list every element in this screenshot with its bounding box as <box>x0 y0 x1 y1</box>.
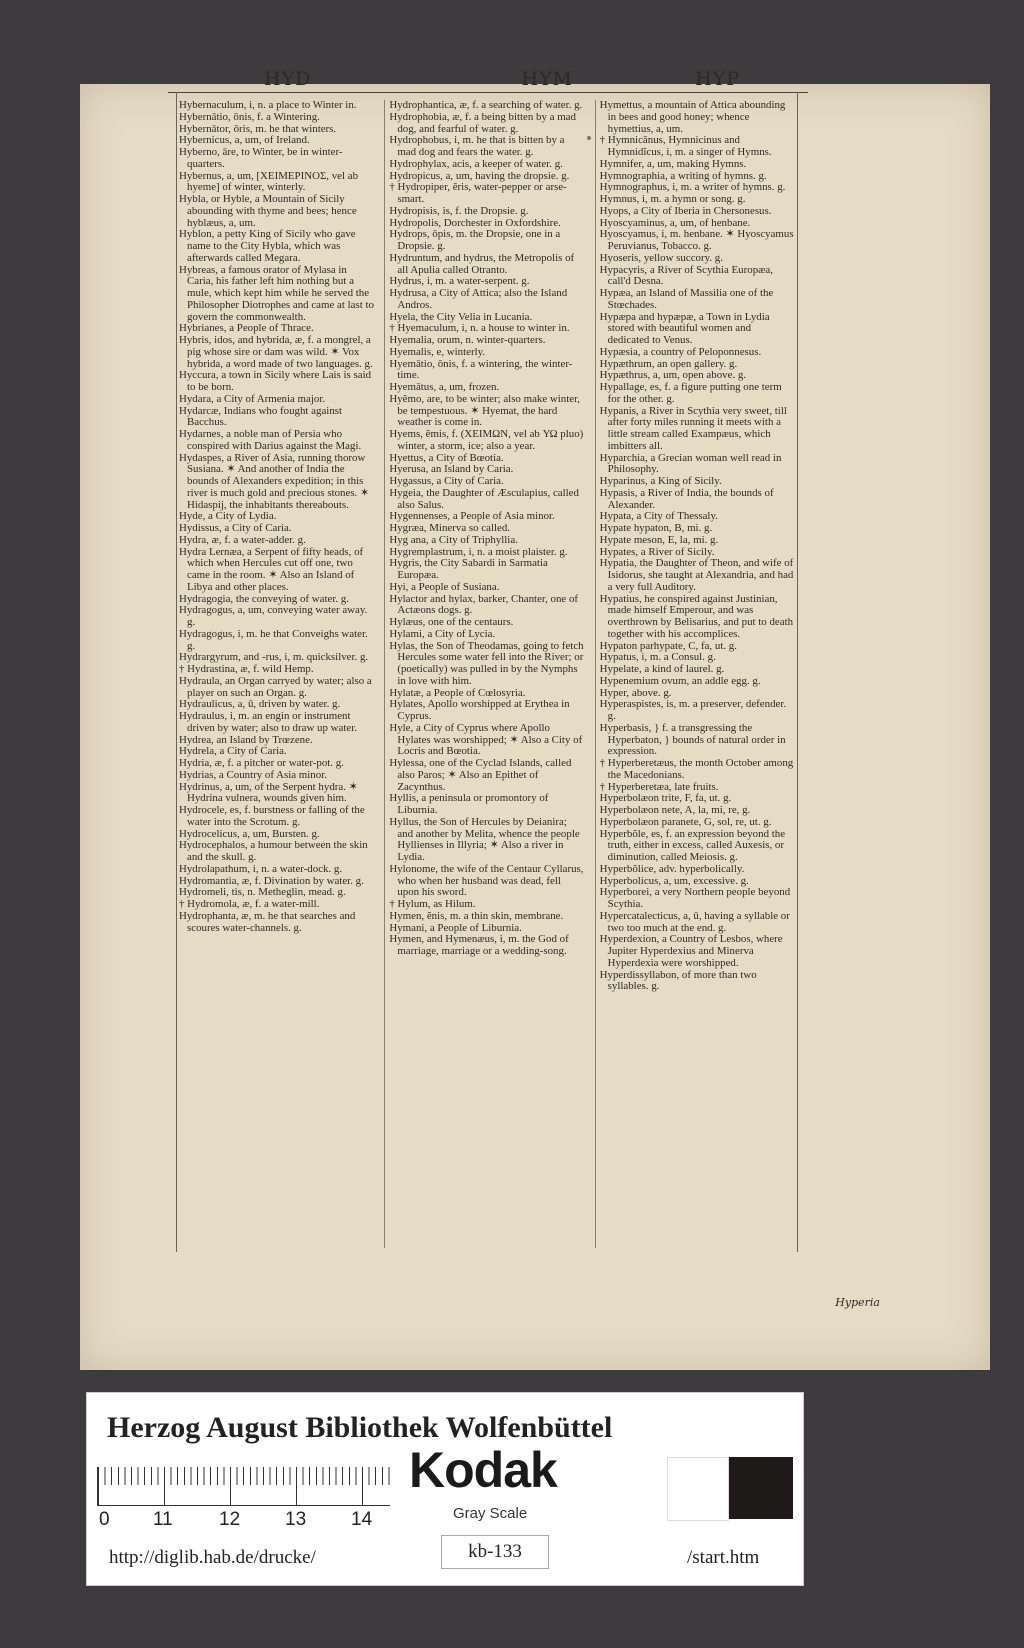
dictionary-entry: Hygremplastrum, i, n. a moist plaister. g. <box>389 545 568 558</box>
dictionary-entry: Hypates, a River of Sicily. <box>599 545 715 558</box>
dictionary-entry: Hymnifer, a, um, making Hymns. <box>599 157 747 170</box>
dictionary-entry: Hyperborei, a very Northern people beyond Scythia. <box>599 886 791 910</box>
library-name: Herzog August Bibliothek Wolfenbüttel <box>107 1411 613 1444</box>
catchword: Hyperia <box>835 1296 880 1309</box>
dictionary-entry: † Hylum, as Hilum. <box>389 898 476 910</box>
dictionary-entry: Hyoseris, yellow succory. g. <box>599 251 723 264</box>
dictionary-entry: Hyperdexion, a Country of Lesbos, where Jupiter Hyperdexius and Minerva Hyperdexia were worshipped. <box>599 933 783 969</box>
dictionary-entry: Hyemātus, a, um, frozen. <box>389 381 500 393</box>
dictionary-entry: Hydrinus, a, um, of the Serpent hydra. ✶ Hydrina vulnera, wounds given him. <box>179 780 358 805</box>
gray-scale-label: Gray Scale <box>453 1505 528 1522</box>
dictionary-entry: Hyems, ĕmis, f. (ΧΕΙΜΩΝ, vel ab ΥΩ pluo) winter, a storm, ice; also a year. <box>389 428 584 452</box>
dictionary-entry: Hydrusa, a City of Attica; also the Island Andros. <box>389 287 568 311</box>
dictionary-entry: Hyllis, a peninsula or promontory of Liburnia. <box>389 792 549 816</box>
column-left <box>179 100 374 1248</box>
dictionary-entry: Hydrea, an Island by Trœzene. <box>179 733 313 746</box>
dictionary-entry: Hymettus, a mountain of Attica abounding in bees and good honey; whence hymettius, a, um. <box>599 100 786 135</box>
dictionary-entry: Hyemalia, orum, n. winter-quarters. <box>389 334 546 346</box>
dictionary-entry: Hymani, a People of Liburnia. <box>389 921 522 934</box>
dictionary-entry: Hyemalis, e, winterly. <box>389 345 486 358</box>
dictionary-entry: Hyoscyamus, i, m. henbane. ✶ Hyoscyamus Peruvianus, Tobacco. g. <box>599 228 794 252</box>
dictionary-entry: Hydria, æ, f. a pitcher or water-pot. g. <box>179 757 344 769</box>
dictionary-entry: Hydropisis, is, f. the Dropsie. g. <box>389 204 529 217</box>
dictionary-entry: Hydromantia, æ, f. Divination by water. g. <box>179 874 364 887</box>
dictionary-entry: † Hyperberetæa, late fruits. <box>599 780 719 793</box>
digitization-card <box>86 1392 804 1586</box>
ruler-number: 14 <box>351 1509 373 1530</box>
dictionary-entry: Hypæsia, a country of Peloponnesus. <box>599 345 762 358</box>
ruler-number: 13 <box>285 1509 307 1530</box>
dictionary-entry: Hybernus, a, um, [ΧΕΙΜΕΡΙΝΟΣ, vel ab hyeme] of winter, winterly. <box>179 169 359 194</box>
dictionary-entry: Hydraula, an Organ carryed by water; also a player on such an Organ. g. <box>179 674 372 699</box>
dictionary-entry: Hyela, the City Velia in Lucania. <box>389 310 533 323</box>
dictionary-entry: Hybernātor, ōris, m. he that winters. <box>179 122 337 135</box>
dictionary-entry: Hypæthrus, a, um, open above. g. <box>599 369 747 382</box>
dictionary-entry: Hydarnes, a noble man of Persia who conspired with Darius against the Magi. <box>179 428 362 452</box>
dictionary-body <box>176 92 798 1252</box>
dictionary-entry: Hyoscyaminus, a, um, of henbane. <box>599 216 751 229</box>
shelf-id: kb-133 <box>441 1535 549 1569</box>
dictionary-entry: Hydrus, i, m. a water-serpent. g. <box>389 275 530 288</box>
dictionary-entry: Hypatia, the Daughter of Theon, and wife of Isidorus, she taught at Alexandria, and had a very full Auditory. <box>599 557 794 593</box>
dictionary-entry: Hypelate, a kind of laurel. g. <box>599 663 725 675</box>
kodak-logo: Kodak <box>409 1442 557 1498</box>
dictionary-entry: Hyparchia, a Grecian woman well read in Philosophy. <box>599 451 782 476</box>
ruler-number: 0 <box>99 1509 110 1530</box>
dictionary-entry: Hypasis, a River of India, the bounds of Alexander. <box>599 486 774 511</box>
dictionary-entry: Hybernātio, ōnis, f. a Wintering. <box>179 110 320 123</box>
dictionary-entry: Hybris, idos, and hybrida, æ, f. a mongrel, a pig whose sire or dam was wild. ✶ Vox hybrida, a word made of two languages. g. <box>179 334 373 370</box>
dictionary-entry: Hylas, the Son of Theodamas, going to fetch Hercules some water fell into the River; or (poetically) was pulled in by the Nymphs in love with him. <box>389 639 584 687</box>
dictionary-entry: Hypercatalecticus, a, ū, having a syllable or two too much at the end. g. <box>599 909 790 934</box>
dictionary-entry: Hydrocelicus, a, um, Bursten. g. <box>179 827 320 840</box>
dictionary-entry: † Hydromola, æ, f. a water-mill. <box>179 898 320 910</box>
dictionary-entry: Hydraulicus, a, ū, driven by water. g. <box>179 698 341 711</box>
dictionary-entry: Hydrela, a City of Caria. <box>179 745 287 758</box>
dictionary-entry: Hyettus, a City of Bœotia. <box>389 451 504 464</box>
dictionary-entry: Hyerusa, an Island by Caria. <box>389 463 514 476</box>
dictionary-entry: Hyg ana, a City of Triphyllia. <box>389 533 518 546</box>
dictionary-entry: Hyperaspistes, is, m. a preserver, defender. g. <box>599 698 787 722</box>
dictionary-entry: Hydragogus, i, m. he that Conveighs water. g. <box>179 627 368 652</box>
dictionary-entry: Hydrophantica, æ, f. a searching of water. g. <box>389 100 583 111</box>
dictionary-entry: Hylonome, the wife of the Centaur Cyllarus, who when her husband was dead, fell upon his sword. <box>389 862 584 899</box>
dictionary-entry: Hydrargyrum, and -rus, i, m. quicksilver. g. <box>179 651 369 664</box>
dictionary-entry: Hypate meson, E, la, mi. g. <box>599 533 719 546</box>
dictionary-entry: † Hyemaculum, i, n. a house to winter in. <box>389 322 570 335</box>
dictionary-entry: Hydropolis, Dorchester in Oxfordshire. <box>389 216 561 229</box>
dictionary-entry: Hydrophylax, acis, a keeper of water. g. <box>389 157 563 170</box>
dictionary-entry: Hypæa, an Island of Massilia one of the Stœchades. <box>599 287 774 311</box>
dictionary-entry: Hyperdissyllabon, of more than two syllables. g. <box>599 968 757 993</box>
dictionary-entry: Hymnus, i, m. a hymn or song. g. <box>599 193 746 205</box>
dictionary-entry: Hymen, and Hymenæus, i, m. the God of marriage, marriage or a wedding-song. <box>389 933 569 957</box>
dictionary-entry: Hyperbasis, } f. a transgressing the Hyperbaton, } bounds of natural order in expression. <box>599 721 786 758</box>
dictionary-entry: Hydrophanta, æ, m. he that searches and scoures water-channels. g. <box>179 909 356 934</box>
dictionary-entry: Hypenemium ovum, an addle egg. g. <box>599 674 761 687</box>
source-url: http://diglib.hab.de/drucke/ <box>109 1547 316 1568</box>
column-right <box>595 100 795 1248</box>
dictionary-entry: Hyparinus, a King of Sicily. <box>599 475 722 487</box>
ruler-number: 12 <box>219 1509 241 1530</box>
dictionary-entry: Hyblon, a petty King of Sicily who gave name to the City Hybla, which was afterwards called Megara. <box>179 228 356 264</box>
dictionary-entry: Hydrops, ōpis, m. the Dropsie, one in a Dropsie. g. <box>389 228 561 252</box>
dictionary-entry: Hyccura, a town in Sicily where Lais is said to be born. <box>179 369 372 393</box>
dictionary-entry: Hylessa, one of the Cyclad Islands, called also Paros; ✶ Also an Epithet of Zacynthus. <box>389 757 572 793</box>
dictionary-entry: Hyperbolæon paranete, G, sol, re, ut. g. <box>599 815 772 828</box>
dictionary-entry: Hybreas, a famous orator of Mylasa in Caria, his father left him nothing but a mule, which kept him while he served the Philosopher Diotrophes and came at last to govern the commonwealth. <box>179 263 374 323</box>
start-path: /start.htm <box>687 1547 760 1568</box>
dictionary-entry: Hypate hypaton, B, mi. g. <box>599 522 713 534</box>
dictionary-entry: Hyperbolicus, a, um, excessive. g. <box>599 874 749 887</box>
header-right: HYP <box>695 68 740 90</box>
dictionary-entry: Hygeia, the Daughter of Æsculapius, called also Salus. <box>389 486 579 511</box>
column-middle <box>384 100 584 1248</box>
dictionary-entry: Hyper, above. g. <box>599 686 672 699</box>
scale-ruler <box>97 1467 389 1530</box>
black-patch <box>729 1457 793 1519</box>
dictionary-entry: Hydra, æ, f. a water-adder. g. <box>179 533 306 546</box>
dictionary-entry: Hydragogia, the conveying of water. g. <box>179 592 349 605</box>
dictionary-entry: Hyperbŏle, es, f. an expression beyond the truth, either in excess, called Auxesis, or diminution, called Meiosis. g. <box>599 827 786 863</box>
dictionary-entry: † Hymnicānus, Hymnicinus and Hymnidĭcus, i, m. a singer of Hymns. <box>599 134 772 158</box>
dictionary-entry: Hydara, a City of Armenia major. <box>179 392 326 405</box>
dictionary-entry: Hydromeli, tis, n. Metheglin, mead. g. <box>179 886 346 899</box>
dictionary-entry: † Hydrastina, æ, f. wild Hemp. <box>179 663 314 675</box>
dictionary-entry: Hygris, the City Sabardi in Sarmatia Europæa. <box>389 557 548 581</box>
dictionary-entry: Hyle, a City of Cyprus where Apollo Hylates was worshipped; ✶ Also a City of Locris and Bœotia. <box>389 721 583 758</box>
dictionary-entry: Hydrocele, es, f. burstness or falling of the water into the Scrotum. g. <box>179 804 365 828</box>
ruler-number: 11 <box>153 1509 173 1530</box>
dictionary-entry: Hydropicus, a, um, having the dropsie. g. <box>389 169 570 182</box>
dictionary-entry: Hypanis, a River in Scythia very sweet, till after forty miles running it meets with a little stream called Exampæus, which imbitters all. <box>599 404 787 452</box>
dictionary-entry: Hydragogus, a, um, conveying water away. g. <box>179 604 368 628</box>
dictionary-entry: Hypallage, es, f. a figure putting one term for the other. g. <box>599 381 782 405</box>
dictionary-entry: Hylates, Apollo worshipped at Erythea in Cyprus. <box>389 698 570 722</box>
dictionary-entry: Hyde, a City of Lydia. <box>179 510 277 523</box>
dictionary-entry: Hyperbŏlice, adv. hyperbolically. <box>599 862 745 875</box>
dictionary-entry: Hypæthrum, an open gallery. g. <box>599 357 738 370</box>
dictionary-entry: Hydrophobia, æ, f. a being bitten by a mad dog, and fearful of water. g. <box>389 110 576 135</box>
dictionary-entry: Hybernicus, a, um, of Ireland. <box>179 134 310 147</box>
dictionary-entry: Hybrianes, a People of Thrace. <box>179 322 314 335</box>
dictionary-entry: Hyĕmo, are, to be winter; also make winter, be tempestuous. ✶ Hyemat, the hard weather is come in. <box>389 392 581 429</box>
dictionary-entry: Hydarcæ, Indians who fought against Bacchus. <box>179 404 343 429</box>
dictionary-entry: Hypæpa and hypæpæ, a Town in Lydia stored with beautiful women and dedicated to Venus. <box>599 310 770 346</box>
dictionary-entry: Hyllus, the Son of Hercules by Deianira; and another by Melita, whence the people Hyllienses in Illyria; ✶ Also a river in Lydia. <box>389 815 580 863</box>
dictionary-entry: Hyperbolæon nete, A, la, mi, re, g. <box>599 804 751 816</box>
dictionary-entry: Hypacyris, a River of Scythia Europæa, call'd Desna. <box>599 263 773 288</box>
header-center: HYM <box>521 68 574 90</box>
ruler-ticks-major <box>97 1467 390 1506</box>
dictionary-entry: Hydraulus, i, m. an engin or instrument driven by water; also to draw up water. <box>179 710 357 734</box>
dictionary-entry: Hyperbolæon trite, F, fa, ut. g. <box>599 792 732 805</box>
dictionary-entry: Hybernaculum, i, n. a place to Winter in. <box>179 100 357 111</box>
dictionary-entry: Hygennenses, a People of Asia minor. <box>389 510 555 523</box>
dictionary-entry: Hypatus, i, m. a Consul. g. <box>599 651 716 664</box>
dictionary-entry: Hyi, a People of Susiana. <box>389 580 500 593</box>
dictionary-entry: Hylami, a City of Lycia. <box>389 627 496 640</box>
dictionary-entry: Hygræa, Minerva so called. <box>389 522 510 534</box>
dictionary-entry: Hybla, or Hyble, a Mountain of Sicily abounding with thyme and bees; hence hyblæus, a, um. <box>179 193 357 229</box>
dictionary-entry: Hyops, a City of Iberia in Chersonesus. <box>599 204 772 217</box>
dictionary-entry: Hydaspes, a River of Asia, running thorow Susiana. ✶ And another of India the bounds of Alexanders expedition; in this river is much gold and precious stones. ✶ Hidaspij, the inhabitants thereabouts. <box>179 451 370 511</box>
dictionary-entry: Hymnographus, i, m. a writer of hymns. g. <box>599 181 786 194</box>
white-patch <box>667 1457 729 1521</box>
dictionary-entry: Hydissus, a City of Caria. <box>179 522 292 534</box>
dictionary-entry: Hyemātio, ōnis, f. a wintering, the winter-time. <box>389 357 573 382</box>
dictionary-entry: Hymnographia, a writing of hymns. g. <box>599 169 767 182</box>
dictionary-entry: † Hyperberetæus, the month October among the Macedonians. <box>599 757 794 781</box>
dictionary-entry: Hygassus, a City of Caria. <box>389 475 504 487</box>
dictionary-entry: Hymen, ĕnis, m. a thin skin, membrane. <box>389 909 564 922</box>
dictionary-entry: Hydra Lernæa, a Serpent of fifty heads, of which when Hercules cut off one, two came in the room. ✶ Also an Island of Libya and other places. <box>179 545 364 593</box>
dictionary-entry: Hyberno, āre, to Winter, be in winter-quarters. <box>179 146 343 170</box>
dictionary-entry: Hydrophobus, i, m. he that is bitten by a mad dog and fears the water. g. <box>389 134 565 158</box>
dictionary-entry: Hydrias, a Country of Asia minor. <box>179 768 327 781</box>
dictionary-entry: Hydrolapathum, i, n. a water-dock. g. <box>179 862 343 875</box>
dictionary-entry: † Hydropiper, ĕris, water-pepper or arse-smart. <box>389 181 567 205</box>
dictionary-entry: Hylactor and hylax, barker, Chanter, one of Actæons dogs. g. <box>389 592 579 617</box>
header-left: HYD <box>264 68 312 90</box>
dictionary-entry: Hypata, a City of Thessaly. <box>599 510 718 523</box>
dictionary-entry: Hydruntum, and hydrus, the Metropolis of all Apulia called Otranto. <box>389 251 575 276</box>
running-header <box>168 70 808 93</box>
dictionary-entry: Hypaton parhypate, C, fa, ut. g. <box>599 639 737 652</box>
dictionary-entry: Hypatius, he conspired against Justinian, made himself Emperour, and was overthrown by Belisarius, and put to death together with his accomplices. <box>599 592 794 640</box>
dictionary-entry: Hylatæ, a People of Cœlosyria. <box>389 686 526 699</box>
dictionary-entry: Hylæus, one of the centaurs. <box>389 616 514 628</box>
dictionary-entry: Hydrocephalos, a humour between the skin and the skull. g. <box>179 839 368 863</box>
